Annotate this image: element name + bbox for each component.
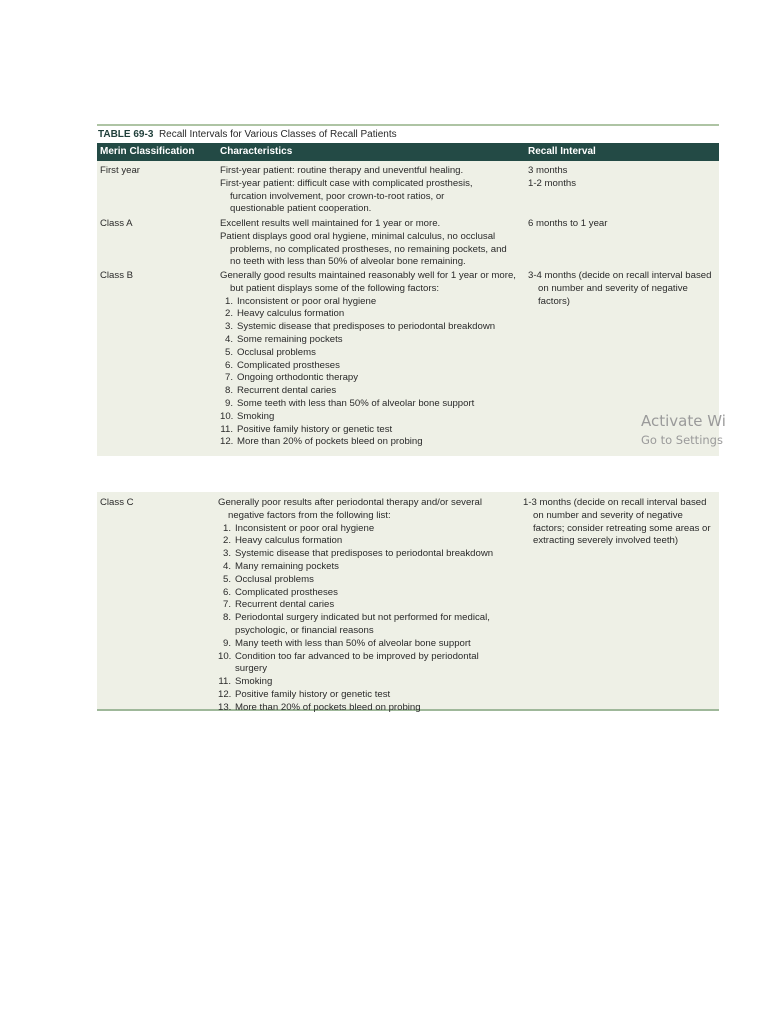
header-recall-interval: Recall Interval — [528, 146, 596, 157]
list-item: 2. Heavy calculus formation — [224, 308, 345, 320]
list-item: 12. More than 20% of pockets bleed on probing — [220, 436, 423, 448]
list-item: 5. Occlusal problems — [222, 573, 314, 585]
table-row-class-c — [97, 497, 719, 713]
interval-cell: 6 months to 1 year — [528, 218, 608, 229]
watermark-line-2: Go to Settings — [641, 433, 723, 447]
interval-text: 3 months — [528, 165, 568, 176]
table-row-class-a — [97, 218, 719, 270]
list-item: 8. Periodontal surgery indicated but not performed for medical, psychologic, or financial reasons — [222, 612, 490, 636]
classification-cell: Class A — [100, 218, 133, 229]
list-item: 11. Positive family history or genetic test — [220, 423, 393, 435]
table-header — [97, 143, 719, 161]
list-item: 4. Some remaining pockets — [224, 333, 343, 345]
characteristic-text: First-year patient: routine therapy and uneventful healing. — [220, 165, 464, 176]
watermark-line-1: Activate Wi — [641, 412, 726, 430]
classification-cell: First year — [100, 165, 140, 176]
list-item: 3. Systemic disease that predisposes to periodontal breakdown — [222, 548, 494, 560]
list-item: 11. Smoking — [218, 676, 273, 688]
characteristics-cell — [220, 270, 520, 449]
list-item: 7. Recurrent dental caries — [222, 599, 335, 611]
list-item: 5. Occlusal problems — [224, 346, 316, 358]
characteristic-intro: Generally good results maintained reasonably well for 1 year or more, but patient displays some of the following factors: — [220, 270, 516, 294]
list-item: 3. Systemic disease that predisposes to periodontal breakdown — [224, 321, 496, 333]
list-item: 13. More than 20% of pockets bleed on probing — [218, 701, 421, 713]
list-item: 6. Complicated prostheses — [222, 586, 338, 598]
list-item: 4. Many remaining pockets — [222, 560, 339, 572]
characteristic-text: First-year patient: difficult case with complicated prosthesis, furcation involvement, poor crown-to-root ratios, or questionable patient cooperation. — [220, 177, 473, 215]
characteristic-text: Patient displays good oral hygiene, minimal calculus, no occlusal problems, no complicated prostheses, no remaining pockets, and no teeth with less than 50% of alveolar bone remaining. — [220, 230, 507, 268]
list-item: 2. Heavy calculus formation — [222, 535, 343, 547]
table-row-first-year — [97, 165, 719, 217]
table-caption — [97, 126, 719, 143]
list-item: 12. Positive family history or genetic test — [218, 688, 391, 700]
interval-cell — [523, 497, 715, 548]
list-item: 8. Recurrent dental caries — [224, 385, 337, 397]
recall-table-part-2 — [97, 492, 719, 711]
interval-cell — [528, 165, 718, 191]
list-item: 7. Ongoing orthodontic therapy — [224, 372, 359, 384]
list-item: 9. Many teeth with less than 50% of alveolar bone support — [222, 637, 471, 649]
characteristic-intro: Generally poor results after periodontal therapy and/or several negative factors from the following list: — [218, 497, 482, 521]
classification-cell: Class B — [100, 270, 134, 281]
negative-factors-list — [218, 523, 508, 715]
interval-text: 1-2 months — [528, 177, 576, 189]
activate-windows-watermark — [641, 412, 726, 447]
list-item: 10. Condition too far advanced to be improved by periodontal surgery — [218, 650, 479, 675]
list-item: 9. Some teeth with less than 50% of alveolar bone support — [224, 397, 475, 409]
characteristic-text: Excellent results well maintained for 1 year or more. — [220, 218, 441, 229]
characteristics-cell — [220, 165, 520, 216]
classification-cell: Class C — [100, 497, 134, 508]
list-item: 10. Smoking — [220, 410, 275, 422]
list-item: 1. Inconsistent or poor oral hygiene — [222, 522, 375, 534]
list-item: 6. Complicated prostheses — [224, 359, 340, 371]
interval-text: 1-3 months (decide on recall interval based on number and severity of negative factors; consider retreating some areas or extracting severely involved teeth) — [523, 497, 711, 547]
table-row-class-b — [97, 270, 719, 456]
interval-text: 3-4 months (decide on recall interval based on number and severity of negative factors) — [528, 270, 712, 307]
list-item: 1. Inconsistent or poor oral hygiene — [224, 295, 377, 307]
interval-cell — [528, 270, 716, 308]
characteristics-cell — [218, 497, 508, 715]
negative-factors-list — [220, 296, 520, 450]
header-classification: Merin Classification — [100, 146, 195, 157]
characteristics-cell — [220, 218, 520, 269]
table-number: TABLE 69-3 — [98, 129, 154, 140]
recall-table-part-1 — [97, 124, 719, 456]
header-characteristics: Characteristics — [220, 146, 293, 157]
table-title: Recall Intervals for Various Classes of Recall Patients — [158, 129, 397, 140]
cropped-row-fragment — [97, 448, 719, 456]
